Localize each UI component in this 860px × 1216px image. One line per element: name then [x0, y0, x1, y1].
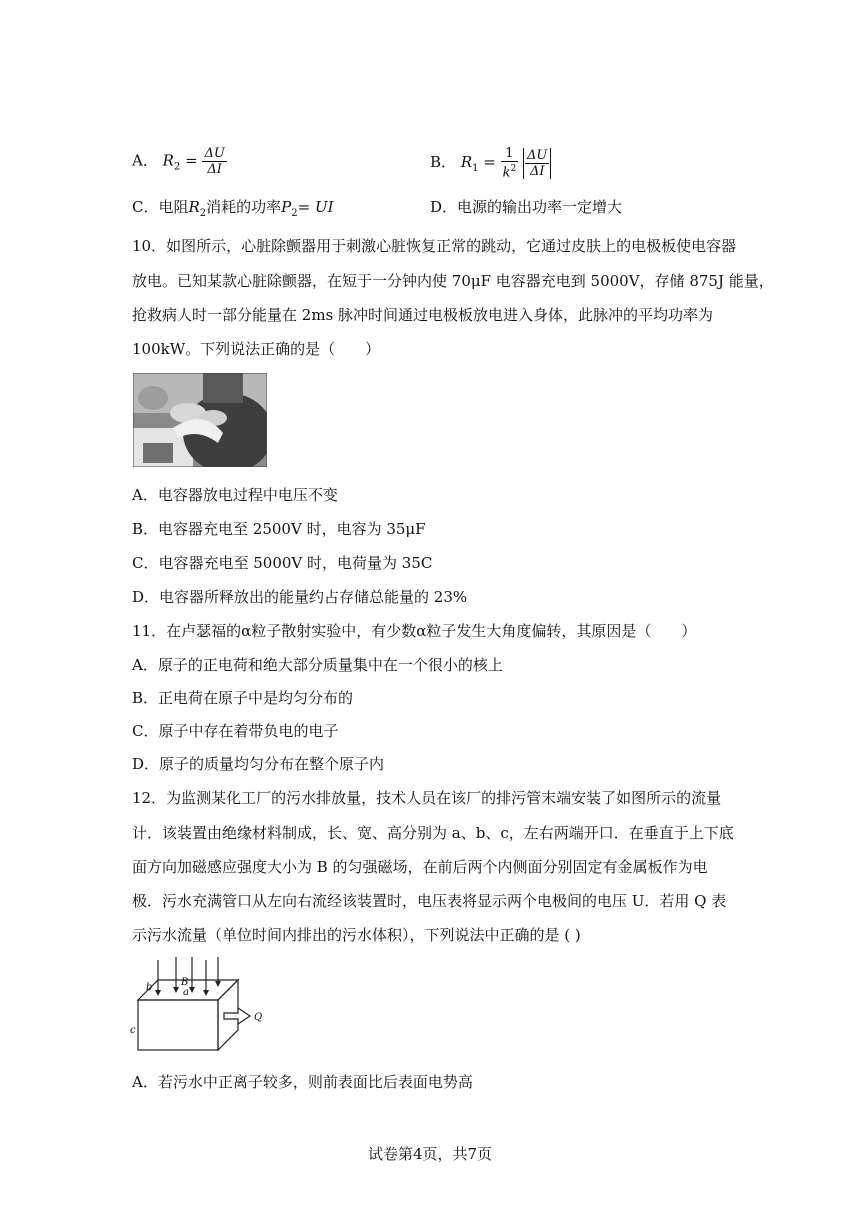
fraction: [525, 148, 549, 179]
q10-option-b: B．电容器充电至 2500V 时，电容为 35μF: [132, 520, 426, 538]
q11-option-b: B．正电荷在原子中是均匀分布的: [132, 689, 354, 707]
q10-option-a: A．电容器放电过程中电压不变: [132, 486, 338, 504]
subscript: 1: [472, 163, 479, 175]
q9-option-c: [132, 196, 334, 219]
q9-option-a: [132, 146, 227, 177]
symbol-r: R: [460, 153, 473, 172]
fraction-numerator: ΔU: [204, 146, 225, 161]
q10-stem-line-4: 100kW。下列说法正确的是（ ）: [132, 340, 381, 358]
label-b: b: [146, 982, 153, 993]
symbol-p: P: [281, 198, 292, 216]
symbol-k: k: [502, 165, 511, 181]
q11-stem: 11．在卢瑟福的α粒子散射实验中，有少数α粒子发生大角度偏转，其原因是（ ）: [132, 622, 697, 640]
subscript: 2: [291, 208, 298, 219]
q9-option-d: [430, 196, 622, 217]
defibrillator-photo: [133, 373, 267, 467]
superscript: 2: [510, 164, 517, 174]
equals: =: [483, 153, 496, 172]
q10-stem-line-3: 抢救病人时一部分能量在 2ms 脉冲时间通过电极板放电进入身体，此脉冲的平均功率为: [132, 306, 714, 324]
defibrillator-photo-graphic: [133, 373, 267, 467]
q11-option-c: C．原子中存在着带负电的电子: [132, 722, 339, 740]
subscript: 2: [199, 208, 207, 219]
q12-stem-line-4: 极．污水充满管口从左向右流经该装置时，电压表将显示两个电极间的电压 U．若用 Q 表: [132, 892, 727, 910]
q9-option-b: [430, 146, 551, 180]
q12-option-a: A．若污水中正离子较多，则前表面比后表面电势高: [132, 1073, 473, 1091]
equals: =: [185, 151, 198, 170]
q11-option-d: D．原子的质量均匀分布在整个原子内: [132, 755, 385, 773]
fraction-denominator: [501, 162, 519, 180]
label-Q: Q: [254, 1012, 263, 1023]
fraction-denominator: ΔI: [207, 162, 222, 177]
q10-stem-line-1: 10．如图所示，心脏除颤器用于刺激心脏恢复正常的跳动，它通过皮肤上的电极板使电容器: [132, 237, 737, 255]
q11-option-a: A．原子的正电荷和绝大部分质量集中在一个很小的核上: [132, 656, 503, 674]
label-c: c: [130, 1025, 136, 1036]
option-label: A．: [132, 151, 158, 170]
formula-rhs: = UI: [297, 198, 334, 216]
fraction-denominator: ΔI: [529, 163, 545, 179]
flowmeter-diagram: [128, 955, 273, 1055]
flowmeter-diagram-graphic: [128, 955, 273, 1055]
q12-stem-line-1: 12．为监测某化工厂的污水排放量，技术人员在该厂的排污管末端安装了如图所示的流量: [132, 789, 722, 807]
subscript: 2: [173, 161, 181, 173]
q10-stem-line-2: 放电。已知某款心脏除颤器，在短于一分钟内使 70μF 电容器充电到 5000V，存储 875J 能量，: [132, 272, 774, 290]
q12-stem-line-2: 计．该装置由绝缘材料制成，长、宽、高分别为 a、b、c，左右两端开口．在垂直于上下底: [132, 824, 734, 842]
q10-option-c: C．电容器充电至 5000V 时，电荷量为 35C: [132, 554, 433, 572]
q12-stem-line-3: 面方向加磁感应强度大小为 B 的匀强磁场，在前后两个内侧面分别固定有金属板作为电: [132, 858, 708, 876]
label-B: B: [181, 977, 189, 988]
option-text: 消耗的功率: [206, 198, 282, 216]
option-text: D．电源的输出功率一定增大: [430, 198, 623, 216]
absolute-value: [523, 148, 551, 179]
fraction: [202, 146, 226, 177]
page-footer: 试卷第4页，共7页: [367, 1145, 493, 1163]
fraction: [501, 146, 519, 180]
symbol-r: R: [188, 198, 200, 216]
flow-arrow: [224, 1008, 250, 1024]
option-text: C．电阻: [132, 198, 189, 216]
fraction-numerator: 1: [501, 146, 519, 162]
fraction-numerator: ΔU: [527, 147, 548, 163]
symbol-r: R: [162, 151, 174, 170]
q12-stem-line-5: 示污水流量（单位时间内排出的污水体积），下列说法中正确的是 ( ): [132, 926, 581, 944]
option-label: B．: [430, 153, 457, 172]
q10-option-d: D．电容器所释放出的能量约占存储总能量的 23%: [132, 588, 468, 606]
label-a: a: [183, 987, 189, 998]
